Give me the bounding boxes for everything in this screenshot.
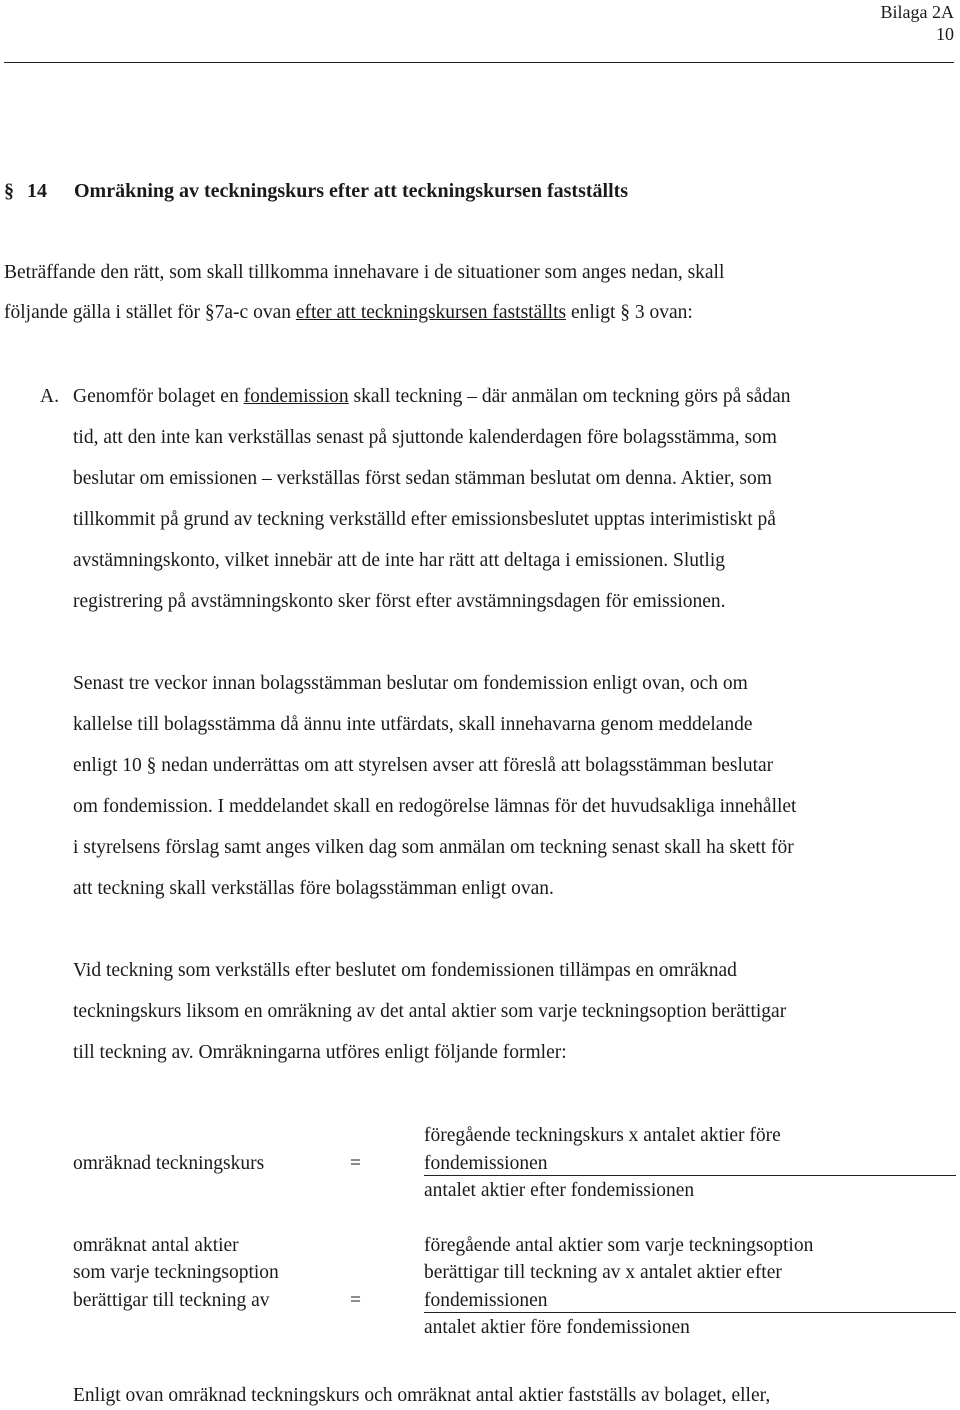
formula1-denominator: antalet aktier efter fondemissionen [424, 1180, 695, 1201]
closing-line-1: Enligt ovan omräknad teckningskurs och omräknat antal aktier fastställs av bolaget, eller, [73, 1385, 771, 1406]
item-a-line-2: tid, att den inte kan verkställas senast på sjuttonde kalenderdagen före bolagsstämma, som [73, 427, 777, 448]
intro-text: följande gälla i stället för [4, 302, 205, 323]
formula2-equals: = [350, 1290, 361, 1311]
para2-line-1: Senast tre veckor innan bolagsstämman beslutar om fondemission enligt ovan, och om [73, 673, 748, 694]
formula2-denominator: antalet aktier före fondemissionen [424, 1317, 690, 1338]
section-sign: § [146, 755, 157, 776]
header-rule [4, 62, 954, 63]
section-number: 14 [27, 180, 47, 202]
formula2-fraction-bar [424, 1312, 956, 1313]
section-sign: § [204, 302, 215, 323]
page-number: 10 [936, 24, 954, 44]
formula2-numerator-line-1: föregående antal aktier som varje teckningsoption [424, 1235, 814, 1256]
formula1-numerator-line-2: fondemissionen [424, 1153, 548, 1174]
intro-underlined: efter att teckningskursen fastställts [295, 302, 567, 323]
item-a-line-1 [73, 386, 791, 408]
section-sign: § [4, 180, 14, 202]
formula1-fraction-bar [424, 1175, 956, 1176]
item-a-line-3: beslutar om emissionen – verkställas först sedan stämman beslutat om denna. Aktier, som [73, 468, 772, 489]
para2-line-2: kallelse till bolagsstämma då ännu inte utfärdats, skall innehavarna genom meddelande [73, 714, 753, 735]
item-a-text: skall teckning – där anmälan om teckning görs på sådan [348, 386, 791, 407]
item-a-line-4: tillkommit på grund av teckning verkställd efter emissionsbeslutet upptas interimistiskt på [73, 509, 776, 530]
para2-text: nedan underrättas om att styrelsen avser att föreslå att bolagsstämman beslutar [156, 755, 774, 776]
para3-line-2: teckningskurs liksom en omräkning av det antal aktier som varje teckningsoption berättigar [73, 1001, 787, 1022]
para2-line-3 [73, 755, 773, 777]
item-a-label: A. [40, 386, 59, 407]
formula1-numerator-line-1: föregående teckningskurs x antalet aktier före [424, 1125, 781, 1146]
para2-line-4: om fondemission. I meddelandet skall en redogörelse lämnas för det huvudsakliga innehållet [73, 796, 797, 817]
intro-ref: 7a-c ovan [214, 302, 296, 323]
formula2-numerator-line-2: berättigar till teckning av x antalet aktier efter [424, 1262, 782, 1283]
section-heading [4, 180, 628, 203]
para3-line-3: till teckning av. Omräkningarna utföres enligt följande formler: [73, 1042, 567, 1063]
para2-line-5: i styrelsens förslag samt anges vilken dag som anmälan om teckning senast skall ha skett för [73, 837, 794, 858]
formula2-numerator-line-3: fondemissionen [424, 1290, 548, 1311]
item-a-line-6: registrering på avstämningskonto sker först efter avstämningsdagen för emissionen. [73, 591, 726, 612]
intro-ref: 3 ovan: [634, 302, 693, 323]
formula2-lhs-line-1: omräknat antal aktier [73, 1235, 239, 1256]
formula1-lhs: omräknad teckningskurs [73, 1153, 265, 1174]
item-a-line-5: avstämningskonto, vilket innebär att de inte har rätt att deltaga i emissionen. Slutlig [73, 550, 726, 571]
section-sign: § [620, 302, 635, 323]
formula1-equals: = [350, 1153, 361, 1174]
para2-line-6: att teckning skall verkställas före bolagsstämman enligt ovan. [73, 878, 554, 899]
item-a-text: Genomför bolaget en [73, 386, 244, 407]
item-a-underlined: fondemission [243, 386, 349, 407]
formula2-lhs-line-3: berättigar till teckning av [73, 1290, 270, 1311]
para3-line-1: Vid teckning som verkställs efter beslutet om fondemissionen tillämpas en omräknad [73, 960, 737, 981]
para2-text: enligt 10 [73, 755, 147, 776]
intro-line-2 [4, 302, 693, 324]
formula2-lhs-line-2: som varje teckningsoption [73, 1262, 279, 1283]
page-header-title: Bilaga 2A [880, 2, 954, 22]
section-title: Omräkning av teckningskurs efter att teckningskursen fastställts [74, 180, 629, 202]
intro-line-1: Beträffande den rätt, som skall tillkomma innehavare i de situationer som anges nedan, skall [4, 262, 725, 283]
intro-text: enligt [566, 302, 621, 323]
